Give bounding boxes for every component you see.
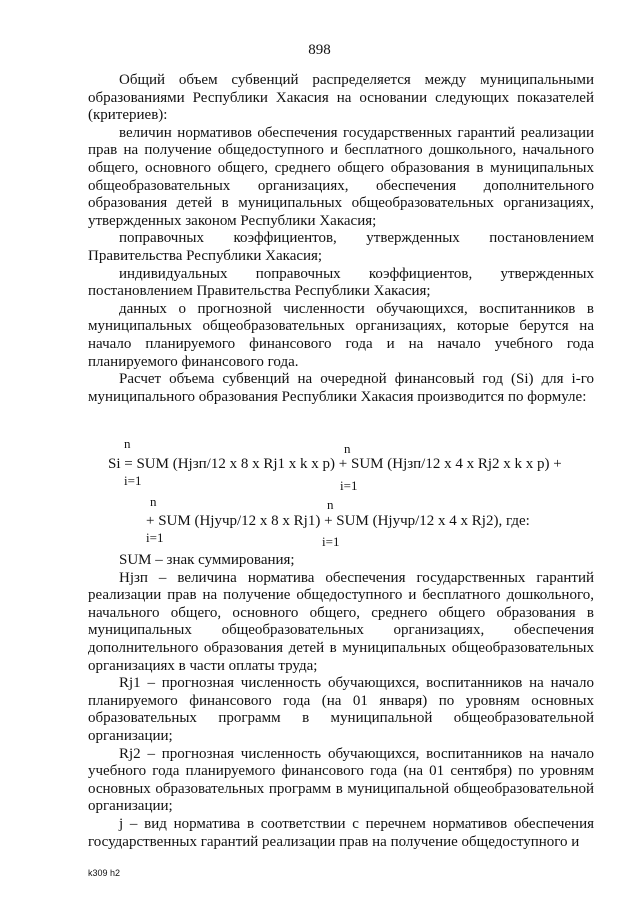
sum-lower-limit: i=1	[340, 478, 358, 493]
sum-upper-limit: n	[150, 494, 157, 509]
footer-code: k309 h2	[88, 868, 121, 878]
sum-upper-limit: n	[344, 441, 351, 456]
definition-paragraph: Rj2 – прогнозная численность обучающихся, воспитанников на начало учебного года планируемого финансового года (на 01 сентября) по уровням основных образовательных программ в муниципальной общеобразовательной организации;	[88, 745, 594, 815]
formula-line-2: + SUM (Hjучр/12 x 8 x Rj1) + SUM (Hjучр/12 x 4 x Rj2), где:	[146, 513, 530, 529]
paragraph: индивидуальных поправочных коэффициентов, утвержденных постановлением Правительства Республики Хакасия;	[88, 265, 594, 300]
page-number: 898	[308, 42, 331, 58]
paragraph: величин нормативов обеспечения государственных гарантий реализации прав на получение общедоступного и бесплатного дошкольного, начального общего, основного общего, среднего общего образования в муниципальных общеобразовательных организациях, обеспечения дополнительного образования детей в муниципальных общеобразовательных организациях, утвержденных законом Республики Хакасия;	[88, 124, 594, 229]
paragraph: поправочных коэффициентов, утвержденных постановлением Правительства Республики Хакасия;	[88, 230, 594, 264]
definition-paragraph: j – вид норматива в соответствии с перечнем нормативов обеспечения государственных гарантий реализации прав на получение общедоступного и	[88, 815, 594, 850]
definition-paragraph: Hjзп – величина норматива обеспечения государственных гарантий реализации прав на получение общедоступного и бесплатного дошкольного, начального общего, основного общего, среднего общего образования в муниципальных общеобразовательных организациях, обеспечения дополнительного образования детей в муниципальных общеобразовательных организациях в части оплаты труда;	[88, 569, 594, 674]
formula-line-1: Si = SUM (Hjзп/12 x 8 x Rj1 x k x p) + SUM (Hjзп/12 x 4 x Rj2 x k x p) +	[108, 456, 562, 472]
sum-upper-limit: n	[124, 436, 131, 451]
paragraph: Общий объем субвенций распределяется между муниципальными образованиями Республики Хакасия на основании следующих показателей (критериев):	[88, 72, 594, 124]
paragraph: Расчет объема субвенций на очередной финансовый год (Si) для i-го муниципального образования Республики Хакасия производится по формуле:	[88, 371, 594, 405]
sum-lower-limit: i=1	[322, 534, 340, 549]
sum-lower-limit: i=1	[146, 530, 164, 545]
definitions-text	[88, 552, 594, 851]
definition-paragraph: SUM – знак суммирования;	[119, 552, 295, 568]
definition-paragraph: Rj1 – прогнозная численность обучающихся, воспитанников на начало планируемого финансового года (на 01 января) по уровням основных образовательных программ в муниципальной общеобразовательной организации;	[88, 675, 594, 744]
sum-lower-limit: i=1	[124, 473, 142, 488]
sum-upper-limit: n	[327, 497, 334, 512]
paragraph: данных о прогнозной численности обучающихся, воспитанников в муниципальных общеобразовательных организациях, которые берутся на начало планируемого финансового года и на начало учебного года планируемого финансового года.	[88, 300, 594, 370]
